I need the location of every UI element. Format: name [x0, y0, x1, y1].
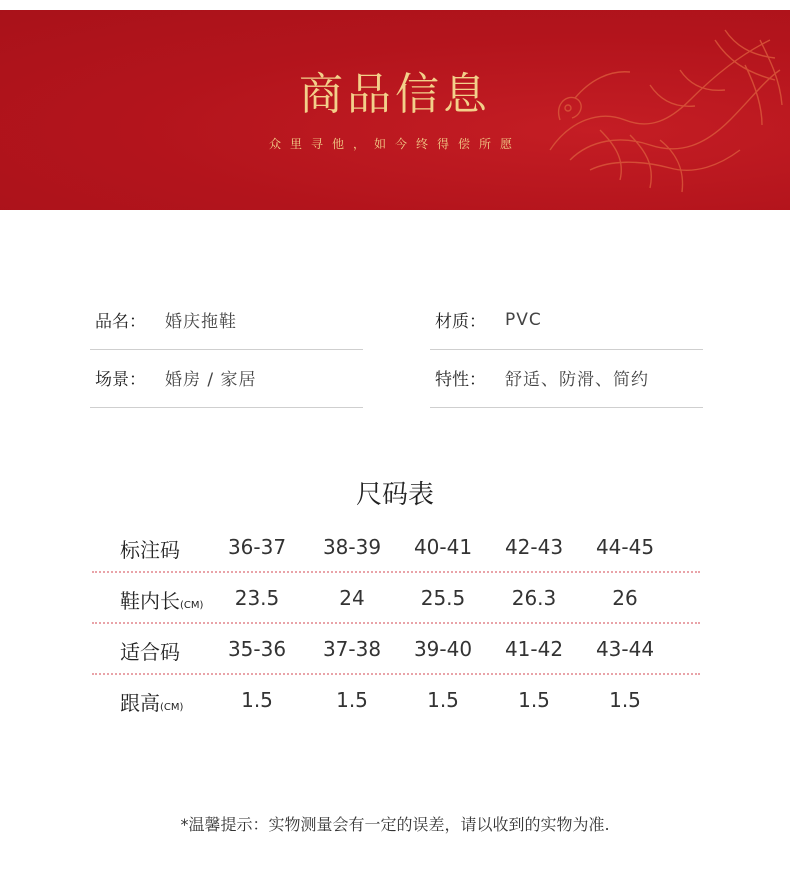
size-cell: 41-42 — [504, 637, 564, 661]
size-row-marked — [92, 522, 700, 573]
header-banner — [0, 10, 790, 210]
row-label: 跟高(CM) — [120, 691, 184, 715]
size-cell: 1.5 — [427, 688, 459, 712]
size-cell: 37-38 — [322, 637, 382, 661]
size-row-inner-length — [92, 573, 700, 624]
size-cell: 43-44 — [595, 637, 655, 661]
size-cell: 25.5 — [420, 586, 466, 610]
info-value: 舒适、防滑、简约 — [505, 370, 649, 390]
info-value: 婚房 / 家居 — [165, 370, 257, 390]
page-subtitle: 众里寻他，如今终得偿所愿 — [268, 137, 521, 151]
size-cell: 26.3 — [511, 586, 557, 610]
info-key: 材质： — [435, 312, 486, 332]
size-cell: 40-41 — [413, 535, 473, 559]
info-value: PVC — [505, 309, 542, 330]
info-product-name — [90, 290, 363, 350]
row-label: 标注码 — [120, 538, 180, 562]
size-cell: 42-43 — [504, 535, 564, 559]
size-cell: 36-37 — [227, 535, 287, 559]
size-cell: 38-39 — [322, 535, 382, 559]
size-cell: 23.5 — [234, 586, 280, 610]
row-label: 适合码 — [120, 640, 180, 664]
size-chart-title: 尺码表 — [355, 480, 434, 510]
info-key: 场景： — [95, 370, 146, 390]
size-row-fit — [92, 624, 700, 675]
size-row-heel-height — [92, 675, 700, 726]
info-material — [430, 290, 703, 350]
info-features — [430, 348, 703, 408]
product-info — [90, 290, 703, 410]
size-cell: 1.5 — [609, 688, 641, 712]
size-cell: 24 — [339, 586, 365, 610]
footnote: *温馨提示：实物测量会有一定的误差，请以收到的实物为准. — [180, 815, 610, 834]
row-label: 鞋内长(CM) — [120, 589, 204, 613]
size-cell: 1.5 — [518, 688, 550, 712]
info-scene — [90, 348, 363, 408]
size-cell: 35-36 — [227, 637, 287, 661]
phoenix-icon — [530, 10, 790, 210]
size-cell: 39-40 — [413, 637, 473, 661]
size-chart-table — [92, 522, 700, 726]
size-cell: 44-45 — [595, 535, 655, 559]
size-cell: 26 — [612, 586, 638, 610]
info-key: 品名： — [95, 312, 146, 332]
info-key: 特性： — [435, 370, 486, 390]
page-title: 商品信息 — [299, 69, 491, 120]
size-cell: 1.5 — [241, 688, 273, 712]
info-value: 婚庆拖鞋 — [165, 312, 237, 332]
size-cell: 1.5 — [336, 688, 368, 712]
